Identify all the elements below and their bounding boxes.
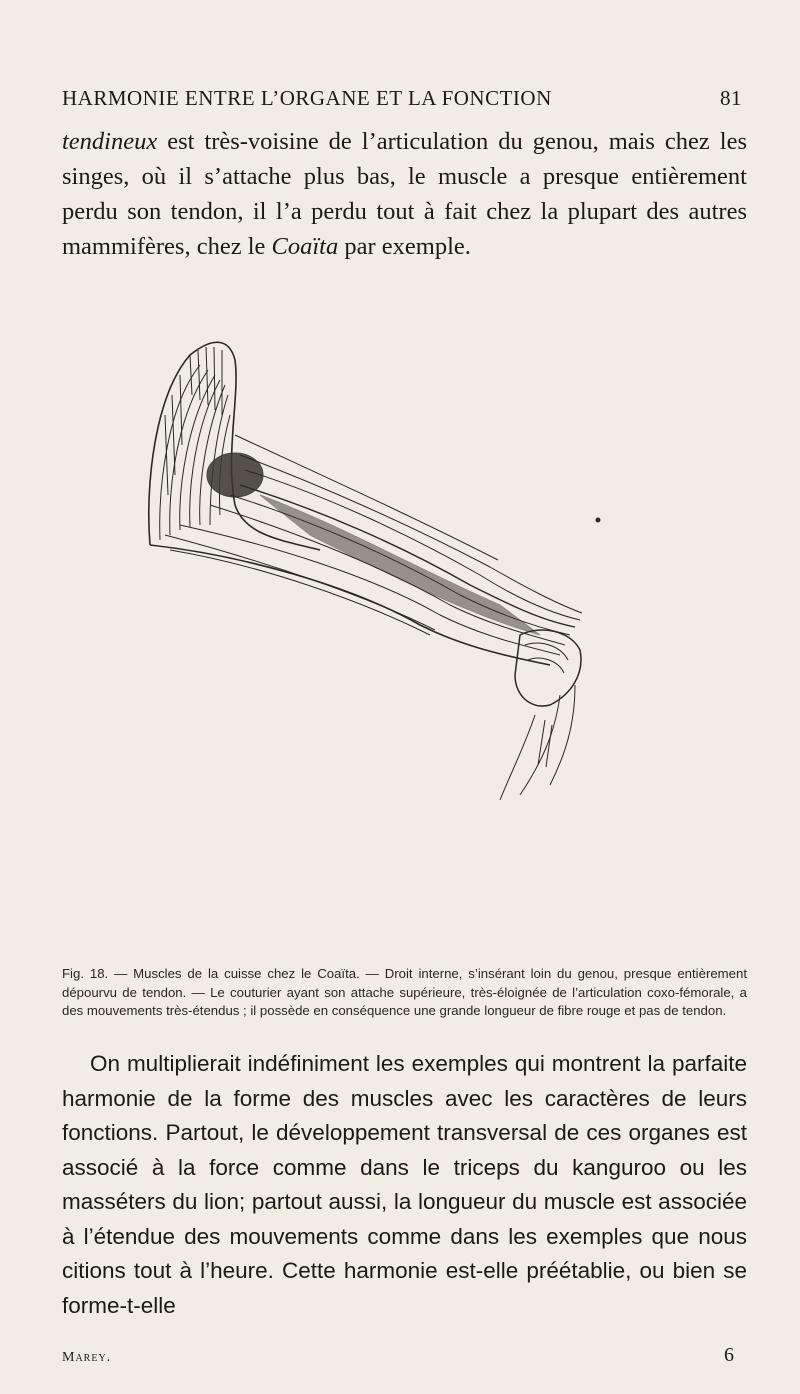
muscle-illustration [120,335,640,805]
figure-caption: Fig. 18. — Muscles de la cuisse chez le Coaïta. — Droit interne, s’insérant loin du genou, presque entièrement dépourvu de tendon. — Le couturier ayant son attache supérieure, très-éloignée de l’articulation coxo-fémorale, a des mouvements très-étendus ; il possède en conséquence une grande longueur de fibre rouge et pas de tendon. [62,966,747,1018]
italic-word: tendineux [62,128,158,155]
running-header [62,86,742,111]
paragraph-1 [62,124,747,264]
page-number: 81 [720,86,742,110]
paragraph-2 [62,1047,747,1323]
italic-species-name: Coaïta [271,233,339,260]
paragraph-1-text: est très-voisine de l’articulation du genou, mais chez les singes, où il s’attache plus bas, le muscle a presque entièrement perdu son tendon, il l’a perdu tout à fait chez la plupart des autres mammifères, chez le [62,128,747,260]
author-name: Marey. [62,1350,112,1365]
signature-mark: 6 [724,1344,734,1366]
paragraph-2-text: On multiplierait indéfiniment les exemples qui montrent la parfaite harmonie de la forme des muscles avec les caractères de leurs fonctions. Partout, le développement transversal de ces organes est associé à la force comme dans le triceps du kanguroo ou les masséters du lion; partout aussi, la longueur du muscle est associée à l’étendue des mouvements comme dans les exemples que nous citions tout à l’heure. Cette harmonie est-elle préétablie, ou bien se forme-t-elle [62,1051,747,1318]
page-footer [62,1344,734,1367]
running-title: HARMONIE ENTRE L’ORGANE ET LA FONCTION [62,86,552,110]
paragraph-1-end: par exemple. [338,233,471,260]
